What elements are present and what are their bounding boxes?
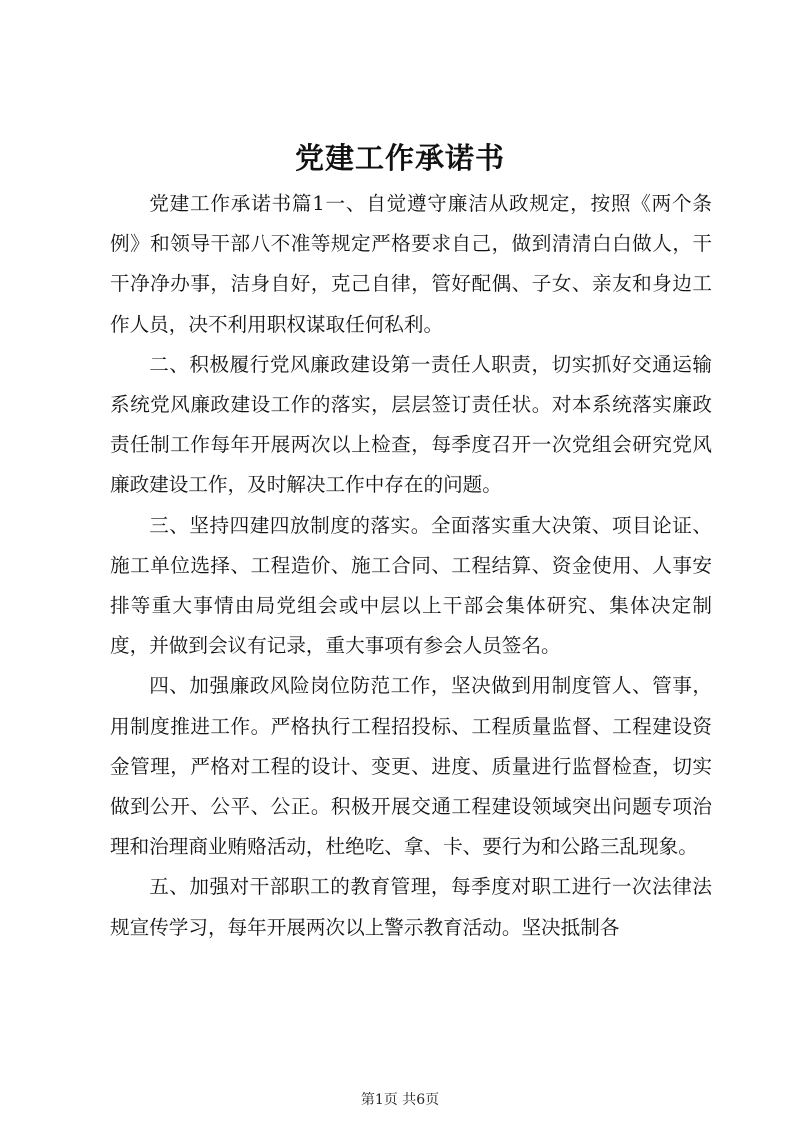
document-title: 党建工作承诺书 bbox=[294, 141, 505, 175]
page-footer: 第1页 共6页 bbox=[360, 1092, 440, 1108]
document-body bbox=[110, 184, 712, 948]
paragraph-2: 二、积极履行党风廉政建设第一责任人职责，切实抓好交通运输系统党风廉政建设工作的落实，层层签订责任状。对本系统落实廉政责任制工作每年开展两次以上检查，每季度召开一次党组会研究党风廉政建设工作，及时解决工作中存在的问题。 bbox=[110, 352, 712, 497]
paragraph-5: 五、加强对干部职工的教育管理，每季度对职工进行一次法律法规宣传学习，每年开展两次以上警示教育活动。坚决抵制各 bbox=[110, 875, 712, 939]
paragraph-3: 三、坚持四建四放制度的落实。全面落实重大决策、项目论证、施工单位选择、工程造价、施工合同、工程结算、资金使用、人事安排等重大事情由局党组会或中层以上干部会集体研究、集体决定制度，并做到会议有记录，重大事项有参会人员签名。 bbox=[110, 513, 712, 658]
paragraph-1: 党建工作承诺书篇1一、自觉遵守廉洁从政规定，按照《两个条例》和领导干部八不准等规定严格要求自己，做到清清白白做人，干干净净办事，洁身自好，克己自律，管好配偶、子女、亲友和身边工作人员，决不利用职权谋取任何私利。 bbox=[110, 192, 712, 336]
paragraph-4: 四、加强廉政风险岗位防范工作，坚决做到用制度管人、管事，用制度推进工作。严格执行工程招投标、工程质量监督、工程建设资金管理，严格对工程的设计、变更、进度、质量进行监督检查，切实做到公开、公平、公正。积极开展交通工程建设领域突出问题专项治理和治理商业贿赂活动，杜绝吃、拿、卡、要行为和公路三乱现象。 bbox=[110, 674, 712, 859]
